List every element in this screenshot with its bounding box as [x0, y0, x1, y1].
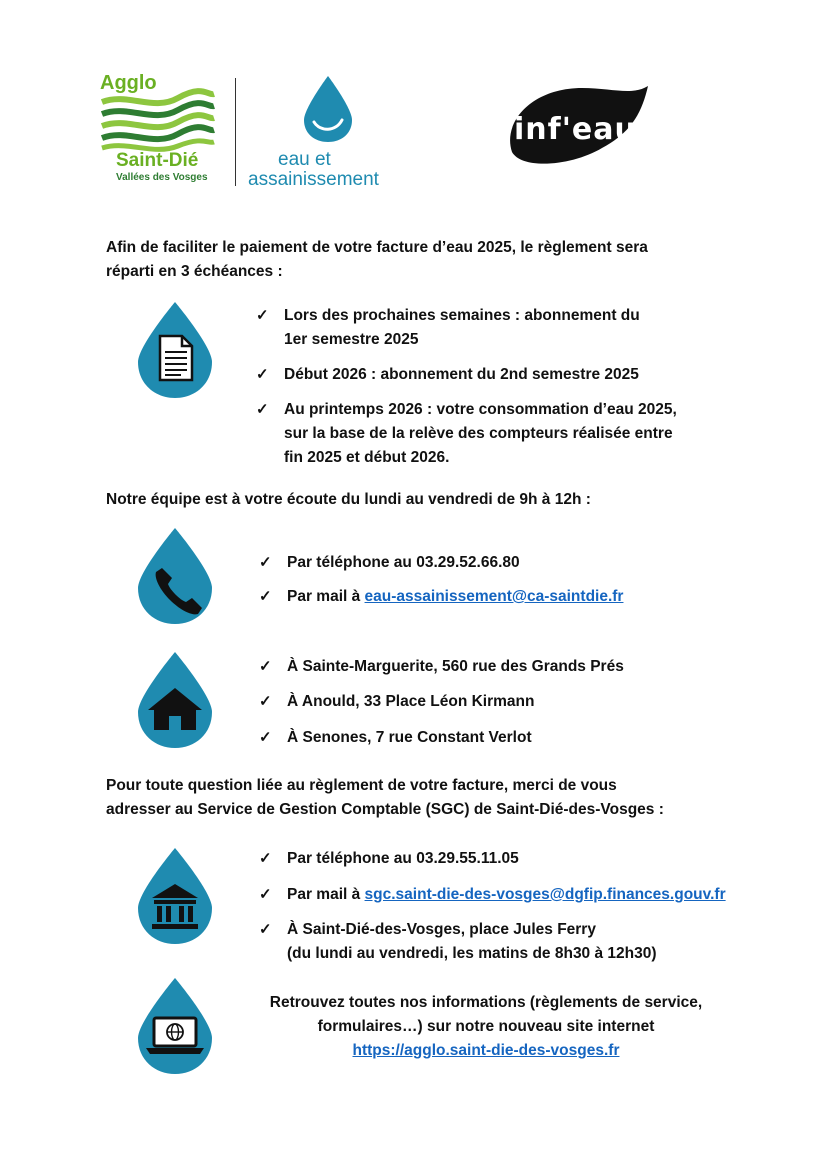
schedule-item-3-line1: Au printemps 2026 : votre consommation d’eau 2025,	[284, 401, 677, 418]
office-item-1-text: À Sainte-Marguerite, 560 rue des Grands Prés	[287, 658, 624, 675]
agglo-logo-city: Saint-Dié	[116, 150, 199, 171]
team-mail	[259, 585, 623, 609]
office-item-1	[259, 655, 624, 679]
house-drop-icon	[134, 650, 216, 750]
check-icon: ✓	[259, 658, 272, 675]
team-phone-text: Par téléphone au 03.29.52.66.80	[287, 554, 520, 571]
document-drop-icon	[134, 300, 216, 400]
sgc-mail-link[interactable]: sgc.saint-die-des-vosges@dgfip.finances.gouv.fr	[364, 886, 726, 903]
infeau-logo	[502, 82, 682, 172]
schedule-item-1	[256, 304, 640, 352]
team-phone	[259, 551, 520, 575]
phone-drop-icon	[134, 526, 216, 626]
team-mail-link[interactable]: eau-assainissement@ca-saintdie.fr	[364, 588, 624, 605]
check-icon: ✓	[259, 921, 272, 938]
office-item-2	[259, 690, 534, 714]
website-block	[236, 991, 736, 1063]
schedule-item-2	[256, 363, 639, 387]
agglo-logo-subtitle: Vallées des Vosges	[116, 172, 208, 183]
check-icon: ✓	[256, 307, 269, 324]
eau-logo-line2: assainissement	[248, 169, 379, 190]
eau-assainissement-logo	[248, 74, 408, 190]
sgc-address-line2: (du lundi au vendredi, les matins de 8h30 à 12h30)	[287, 945, 657, 962]
intro-line-2: réparti en 3 échéances :	[106, 263, 283, 280]
check-icon: ✓	[259, 554, 272, 571]
intro-paragraph	[106, 236, 766, 284]
office-item-2-text: À Anould, 33 Place Léon Kirmann	[287, 693, 535, 710]
schedule-item-2-line1: Début 2026 : abonnement du 2nd semestre 2025	[284, 366, 639, 383]
laptop-drop-icon	[134, 976, 216, 1076]
agglo-logo	[98, 74, 218, 186]
schedule-item-3	[256, 398, 677, 470]
office-item-3-text: À Senones, 7 rue Constant Verlot	[287, 729, 532, 746]
bank-drop-icon	[134, 846, 216, 946]
team-mail-prefix: Par mail à	[287, 588, 365, 605]
website-line2: formulaires…) sur notre nouveau site internet	[317, 1018, 655, 1035]
check-icon: ✓	[259, 729, 272, 746]
check-icon: ✓	[259, 850, 272, 867]
website-link[interactable]: https://agglo.saint-die-des-vosges.fr	[352, 1042, 620, 1059]
check-icon: ✓	[259, 588, 272, 605]
sgc-heading	[106, 774, 664, 822]
sgc-heading-line2: adresser au Service de Gestion Comptable (SGC) de Saint-Dié-des-Vosges :	[106, 801, 664, 818]
infeau-logo-text: inf'eau	[514, 112, 637, 147]
schedule-item-1-line1: Lors des prochaines semaines : abonnement du	[284, 307, 640, 324]
intro-line-1: Afin de faciliter le paiement de votre facture d’eau 2025, le règlement sera	[106, 239, 648, 256]
sgc-heading-line1: Pour toute question liée au règlement de votre facture, merci de vous	[106, 777, 617, 794]
logo-divider	[235, 78, 236, 186]
team-heading: Notre équipe est à votre écoute du lundi au vendredi de 9h à 12h :	[106, 491, 591, 508]
office-item-3	[259, 726, 532, 750]
schedule-item-3-line3: fin 2025 et début 2026.	[284, 449, 450, 466]
website-line1: Retrouvez toutes nos informations (règlements de service,	[269, 994, 703, 1011]
sgc-mail	[259, 883, 726, 907]
check-icon: ✓	[259, 886, 272, 903]
check-icon: ✓	[256, 401, 269, 418]
water-drop-logo-icon	[300, 74, 356, 144]
sgc-address-line1: À Saint-Dié-des-Vosges, place Jules Ferry	[287, 921, 596, 938]
sgc-address	[259, 918, 657, 966]
sgc-phone-text: Par téléphone au 03.29.55.11.05	[287, 850, 519, 867]
schedule-item-3-line2: sur la base de la relève des compteurs réalisée entre	[284, 425, 673, 442]
eau-logo-line1: eau et	[278, 149, 331, 170]
check-icon: ✓	[256, 366, 269, 383]
sgc-mail-prefix: Par mail à	[287, 886, 365, 903]
check-icon: ✓	[259, 693, 272, 710]
sgc-phone	[259, 847, 519, 871]
agglo-logo-title: Agglo	[100, 72, 157, 94]
schedule-item-1-line2: 1er semestre 2025	[284, 331, 419, 348]
